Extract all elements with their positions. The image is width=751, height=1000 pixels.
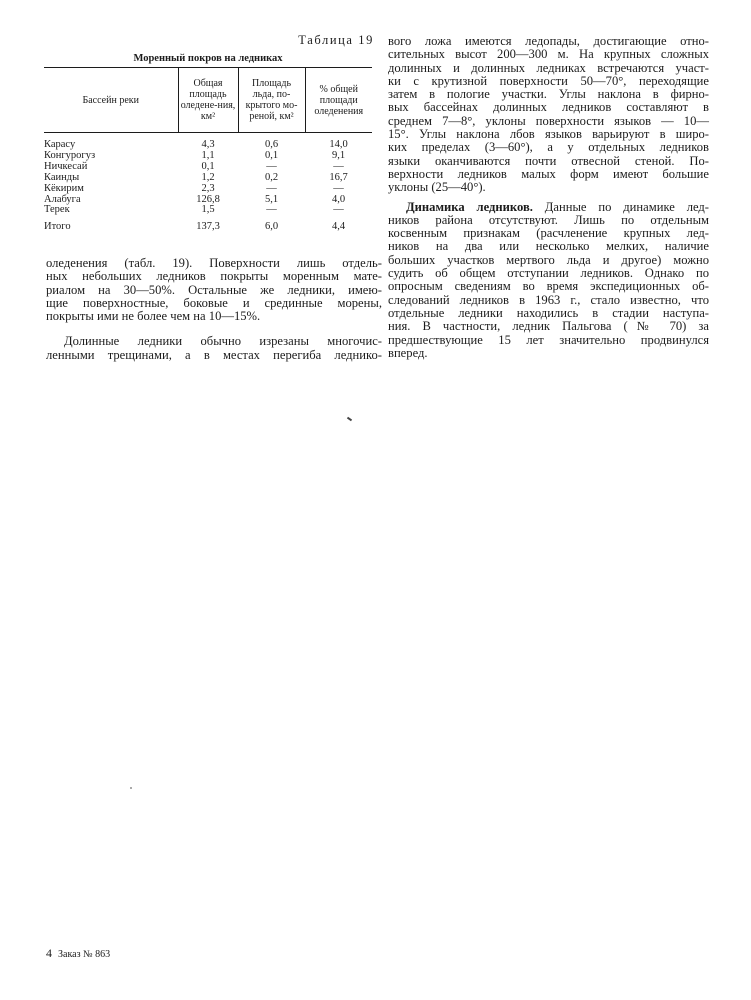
text-line: косвенным признакам (расчленение крупных лед- [388, 226, 709, 241]
table-total-row [44, 216, 372, 233]
cell-basin: Ничкесай [44, 160, 88, 172]
table-row [44, 173, 372, 184]
text-line: ки с крутизной поверхности 50—70°, переходящие [388, 73, 709, 88]
text-line: долинных и долинных ледниках встречаются участ- [388, 60, 709, 75]
print-order-number: Заказ № 863 [58, 949, 111, 960]
cell-percent: 16,7 [329, 171, 348, 183]
text-line: ния. В частности, ледник Пальгова (№ 70) за [388, 319, 709, 334]
header-basin: Бассейн реки [82, 94, 139, 106]
cell-basin: Карасу [44, 139, 76, 150]
cell-basin: Кёкирим [44, 182, 84, 194]
text-line: покрыты ими не более чем на 10—15%. [46, 309, 261, 324]
moraine-cover-table [44, 67, 372, 233]
cell-basin: Каинды [44, 171, 80, 183]
text-line: ников на два или несколько мелких, наличие [388, 239, 709, 254]
text-line: Долинные ледники обычно изрезаны многочис- [64, 334, 382, 349]
scan-speck [347, 417, 352, 422]
table-row [44, 184, 372, 195]
cell-total-area: 1,5 [201, 204, 215, 216]
cell-basin: Конгурогуз [44, 149, 96, 161]
table-row [44, 205, 372, 216]
text-line: ких пределах (3—60°), а у отдельных ледников [388, 140, 709, 155]
text-line: уклоны (25—40°). [388, 180, 486, 195]
text-line: судить об общем отступании ледников. Однако по [388, 266, 709, 281]
section-heading: Динамика ледников. [406, 199, 533, 214]
text-line: верхности ледников малых форм имеют большие [388, 166, 709, 181]
cell-total-area: 1,1 [201, 149, 215, 161]
cell-percent: 4,4 [331, 221, 346, 233]
text-line: больших участков мертвого льда и другое) можно [388, 252, 709, 267]
text-line: 15°. Углы наклона лбов языков варьируют в широ- [388, 127, 709, 142]
cell-basin: Итого [44, 221, 71, 233]
cell-moraine-area: — [266, 204, 277, 216]
cell-moraine-area: 6,0 [264, 221, 279, 233]
text-line: ных небольших ледников покрыты моренным мате- [46, 269, 382, 284]
cell-percent: 14,0 [329, 139, 348, 150]
text-line: ников района отсутствуют. Лишь по отдельным [388, 212, 709, 227]
cell-percent: — [333, 182, 344, 194]
cell-total-area: 1,2 [201, 171, 215, 183]
table-row [44, 133, 372, 151]
cell-moraine-area: 0,2 [264, 171, 279, 183]
left-column [46, 257, 382, 362]
text-line: отдельные ледники находились в стадии наступа- [388, 305, 709, 320]
cell-total-area: 137,3 [196, 221, 220, 233]
cell-total-area: 4,3 [201, 139, 215, 150]
scan-speck [130, 787, 132, 789]
text-line: языки оканчиваются почти отвесной стеной. По- [388, 153, 709, 168]
cell-total-area: 0,1 [201, 160, 215, 172]
heading-continuation: Данные по динамике лед- [532, 199, 710, 214]
text-line: опросным сведениям во время экспедиционных об- [388, 279, 709, 294]
header-total-area: Общая площадь оледене-ния, км² [178, 68, 238, 133]
cell-percent: — [333, 204, 344, 216]
text-line: предшествующие 15 лет значительно продвинулся [388, 332, 709, 347]
cell-percent: — [333, 160, 344, 172]
text-line: вого ложа имеются ледопады, достигающие отно- [388, 34, 709, 48]
text-line: щие поверхностные, боковые и срединные морены, [46, 295, 382, 310]
table-header-row [44, 68, 372, 133]
header-percent: % общей площади оледенения [305, 68, 372, 133]
paragraph [388, 201, 709, 361]
cell-moraine-area: 0,6 [264, 139, 279, 150]
table-number: Таблица 19 [298, 33, 374, 47]
cell-basin: Алабуга [44, 193, 81, 205]
cell-percent: 9,1 [331, 149, 346, 161]
text-line: следований ледников в 1963 г., стало известно, что [388, 292, 709, 307]
page-footer [46, 946, 110, 961]
text-line: вперед. [388, 345, 428, 360]
text-line: затем в пологие участки. Углы наклона в фирно- [388, 87, 709, 102]
text-line: ленными трещинами, а в местах перегиба леднико- [46, 347, 382, 362]
cell-total-area: 126,8 [196, 193, 220, 205]
text-line: среднем 7—8°, уклоны поверхности языков — 10— [388, 113, 709, 128]
cell-total-area: 2,3 [201, 182, 215, 194]
paragraph [388, 35, 709, 195]
text-line: сительных высот 200—300 м. На крупных сложных [388, 47, 709, 62]
page-number: 4 [46, 946, 52, 960]
text-line: риалом на 30—50%. Остальные же ледники, имею- [46, 282, 382, 297]
header-moraine-area: Площадь льда, по-крытого мо-реной, км² [238, 68, 305, 133]
text-line [388, 201, 709, 214]
right-column [388, 35, 709, 360]
cell-moraine-area: 0,1 [264, 149, 279, 161]
table-title: Моренный покров на ледниках [133, 53, 283, 64]
cell-moraine-area: — [266, 182, 277, 194]
cell-percent: 4,0 [331, 193, 346, 205]
cell-moraine-area: — [266, 160, 277, 172]
paragraph [46, 335, 382, 362]
paragraph [46, 257, 382, 323]
cell-basin: Терек [44, 204, 70, 216]
text-line: вых бассейнах долинных ледников составляют в [388, 100, 709, 115]
cell-moraine-area: 5,1 [264, 193, 279, 205]
text-line: оледенения (табл. 19). Поверхности лишь отдель- [46, 256, 382, 270]
